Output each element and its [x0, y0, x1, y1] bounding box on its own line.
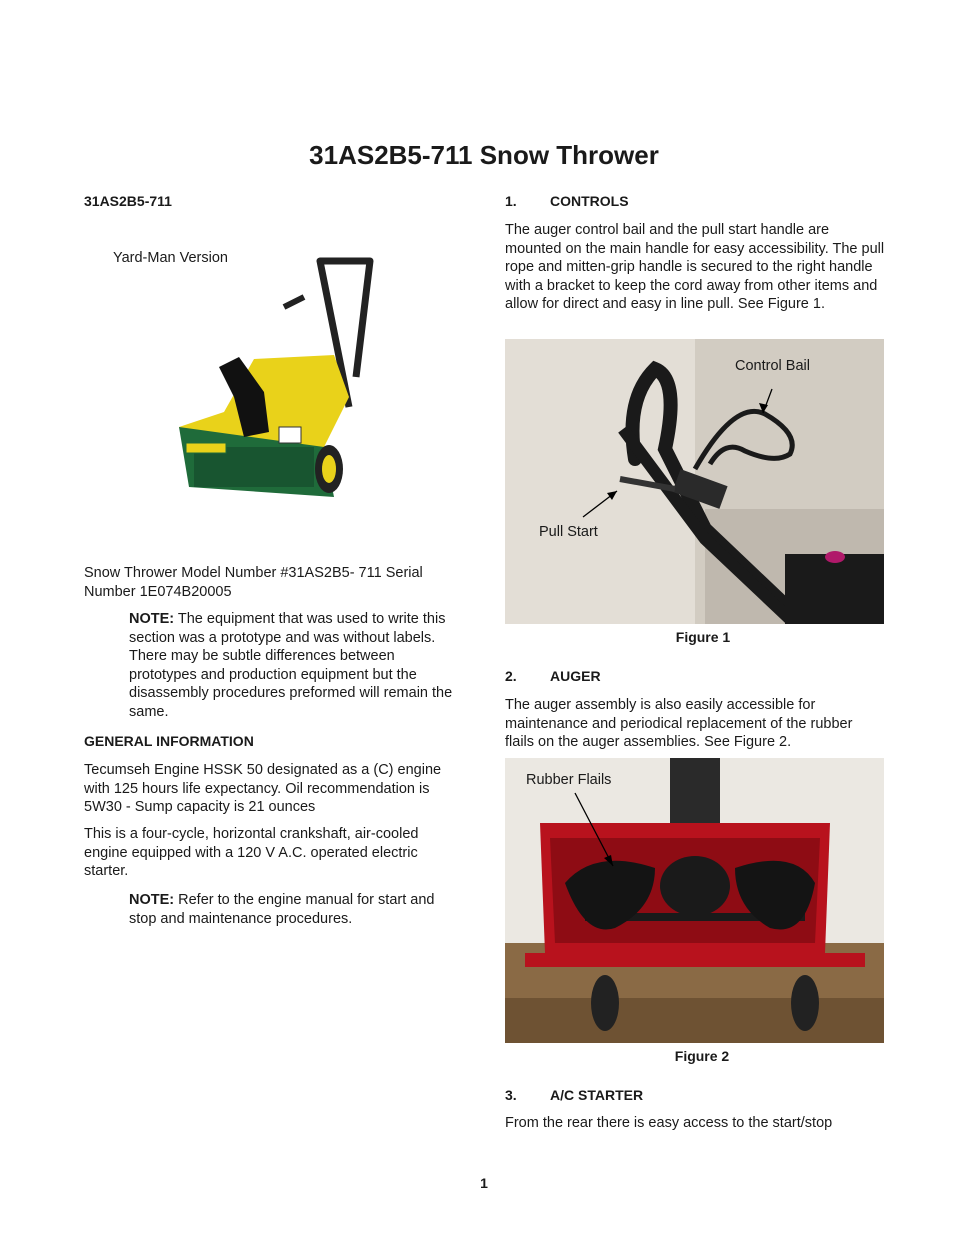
controls-heading: [505, 193, 629, 209]
ac-starter-heading: [505, 1087, 643, 1103]
model-number-text: Snow Thrower Model Number #31AS2B5- 711 Serial Number 1E074B20005: [84, 565, 423, 600]
section-title: CONTROLS: [550, 193, 629, 209]
note-label: NOTE:: [129, 892, 175, 908]
general-information-heading: GENERAL INFORMATION: [84, 733, 254, 749]
engine-description-text: This is a four-cycle, horizontal crankshaft, air-cooled engine equipped with a 120 V A.C. operated electric starter.: [84, 826, 419, 880]
note-label: NOTE:: [129, 611, 175, 627]
figure-2-caption: Figure 2: [674, 1048, 730, 1064]
callout-rubber-flails: Rubber Flails: [526, 772, 612, 788]
section-number: 2.: [505, 668, 517, 684]
note-text: The equipment that was used to write this section was a prototype and was without labels. There may be subtle differences between prototypes and production equipment but the disassembly procedures preformed will remain the same.: [129, 611, 453, 720]
yard-man-version-label: Yard-Man Version: [113, 250, 228, 266]
figure-2-auger-photo: [505, 758, 884, 1043]
note-engine-manual: [129, 891, 464, 928]
page-title: 31AS2B5-711 Snow Thrower: [309, 140, 659, 170]
callout-pull-start: Pull Start: [539, 524, 598, 540]
auger-text: The auger assembly is also easily accessible for maintenance and periodical replacement of the rubber flails on the auger assemblies. See Figure 2.: [505, 697, 853, 751]
section-number: 3.: [505, 1087, 517, 1103]
figure-1-caption: Figure 1: [675, 629, 731, 645]
figure-1-controls-photo: [505, 339, 884, 624]
engine-info-text: Tecumseh Engine HSSK 50 designated as a (C) engine with 125 hours life expectancy. Oil recommendation is 5W30 - Sump capacity is 21 ounces: [84, 762, 442, 816]
model-heading: 31AS2B5-711: [84, 193, 172, 209]
callout-control-bail: Control Bail: [735, 358, 810, 374]
section-title: AUGER: [550, 668, 601, 684]
snow-thrower-product-photo: [134, 247, 414, 530]
auger-heading: [505, 668, 601, 684]
section-number: 1.: [505, 193, 517, 209]
note-text: Refer to the engine manual for start and stop and maintenance procedures.: [129, 892, 435, 927]
controls-text: The auger control bail and the pull start handle are mounted on the main handle for easy accessibility. The pull rope and mitten-grip handle is secured to the right handle with a bracket to keep the cord away from other items and allow for direct and easy in line pull. See Figure 1.: [505, 222, 885, 313]
ac-starter-text: From the rear there is easy access to the start/stop: [505, 1115, 833, 1131]
note-prototype: [129, 610, 464, 722]
section-title: A/C STARTER: [550, 1087, 644, 1103]
page-number: 1: [480, 1175, 488, 1191]
